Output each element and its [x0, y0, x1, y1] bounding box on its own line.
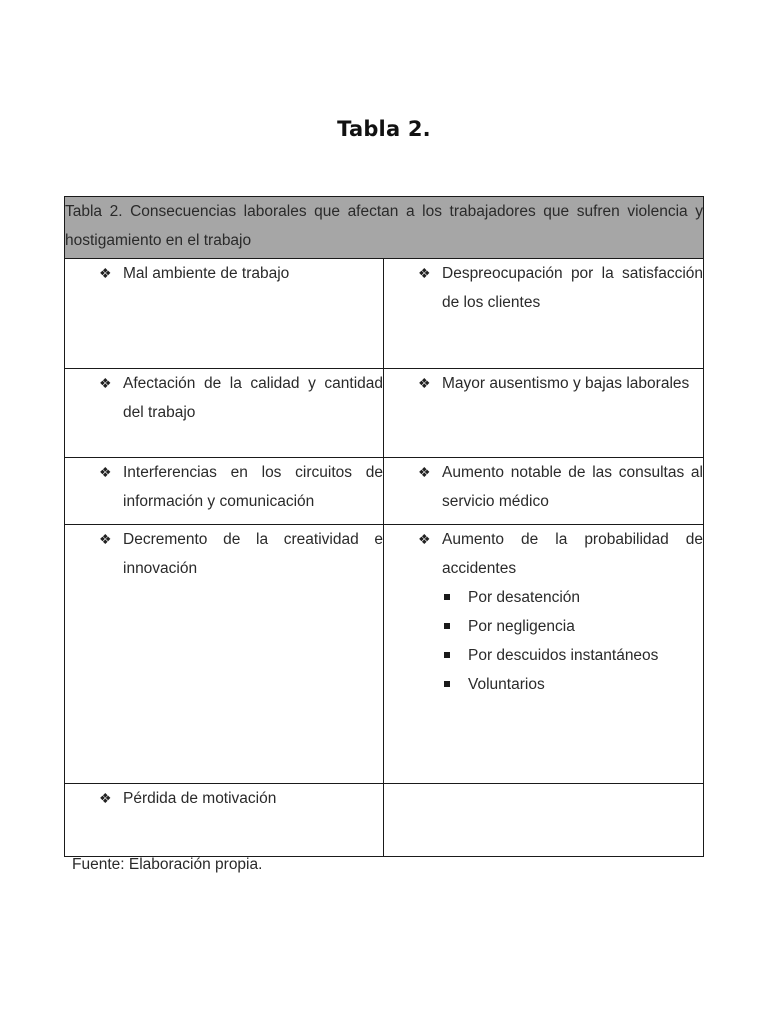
diamond-bullet-icon: ❖ — [99, 265, 112, 281]
list-item — [65, 369, 383, 427]
table-row — [65, 369, 704, 458]
sub-list-item-text: Por desatención — [468, 589, 581, 606]
table-row — [65, 784, 704, 857]
diamond-bullet-icon: ❖ — [99, 375, 112, 391]
list-item — [65, 784, 383, 813]
diamond-bullet-icon: ❖ — [99, 790, 112, 806]
list-item-text: Mal ambiente de trabajo — [123, 265, 290, 282]
list-item — [65, 259, 383, 288]
list-item — [65, 525, 383, 583]
list-item-text: Afectación de la calidad y cantidad del trabajo — [123, 375, 383, 421]
list-item-text: Aumento de la probabilidad de accidentes — [442, 531, 703, 577]
list-item — [384, 369, 703, 398]
diamond-bullet-icon: ❖ — [99, 464, 112, 480]
sub-list-item — [384, 583, 703, 612]
table-row — [65, 525, 704, 784]
consequences-table — [64, 196, 704, 857]
diamond-bullet-icon: ❖ — [418, 265, 431, 281]
table-cell-right — [384, 259, 704, 369]
table-row — [65, 259, 704, 369]
sub-list-item — [384, 641, 703, 670]
list-item — [384, 458, 703, 516]
list-item — [384, 259, 703, 317]
sub-list-item — [384, 612, 703, 641]
table-row — [65, 458, 704, 525]
diamond-bullet-icon: ❖ — [418, 464, 431, 480]
sub-list-item-text: Voluntarios — [468, 676, 545, 693]
list-item-text: Aumento notable de las consultas al servicio médico — [442, 464, 703, 510]
table-cell-left — [65, 784, 384, 857]
sub-list — [384, 583, 703, 699]
diamond-bullet-icon: ❖ — [418, 375, 431, 391]
table-caption-row — [65, 197, 704, 259]
table-caption: Tabla 2. Consecuencias laborales que afectan a los trabajadores que sufren violencia y hostigamiento en el trabajo — [65, 197, 704, 259]
list-item-text: Pérdida de motivación — [123, 790, 277, 807]
diamond-bullet-icon: ❖ — [418, 531, 431, 547]
sub-list-item — [384, 670, 703, 699]
list-item-text: Decremento de la creatividad e innovación — [123, 531, 383, 577]
table-cell-left — [65, 369, 384, 458]
sub-list-item-text: Por descuidos instantáneos — [468, 647, 659, 664]
document-title: Tabla 2. — [337, 117, 431, 141]
list-item-text: Despreocupación por la satisfacción de los clientes — [442, 265, 703, 311]
table-cell-left — [65, 458, 384, 525]
sub-list-item-text: Por negligencia — [468, 618, 575, 635]
diamond-bullet-icon: ❖ — [99, 531, 112, 547]
table-cell-right-empty — [384, 784, 704, 857]
list-item-text: Interferencias en los circuitos de información y comunicación — [123, 464, 383, 510]
source-note: Fuente: Elaboración propia. — [72, 856, 263, 873]
list-item — [65, 458, 383, 516]
table-cell-left — [65, 525, 384, 784]
list-item-text: Mayor ausentismo y bajas laborales — [442, 375, 690, 392]
table-cell-right — [384, 525, 704, 784]
list-item — [384, 525, 703, 583]
table-cell-left — [65, 259, 384, 369]
table-cell-right — [384, 369, 704, 458]
table-cell-right — [384, 458, 704, 525]
